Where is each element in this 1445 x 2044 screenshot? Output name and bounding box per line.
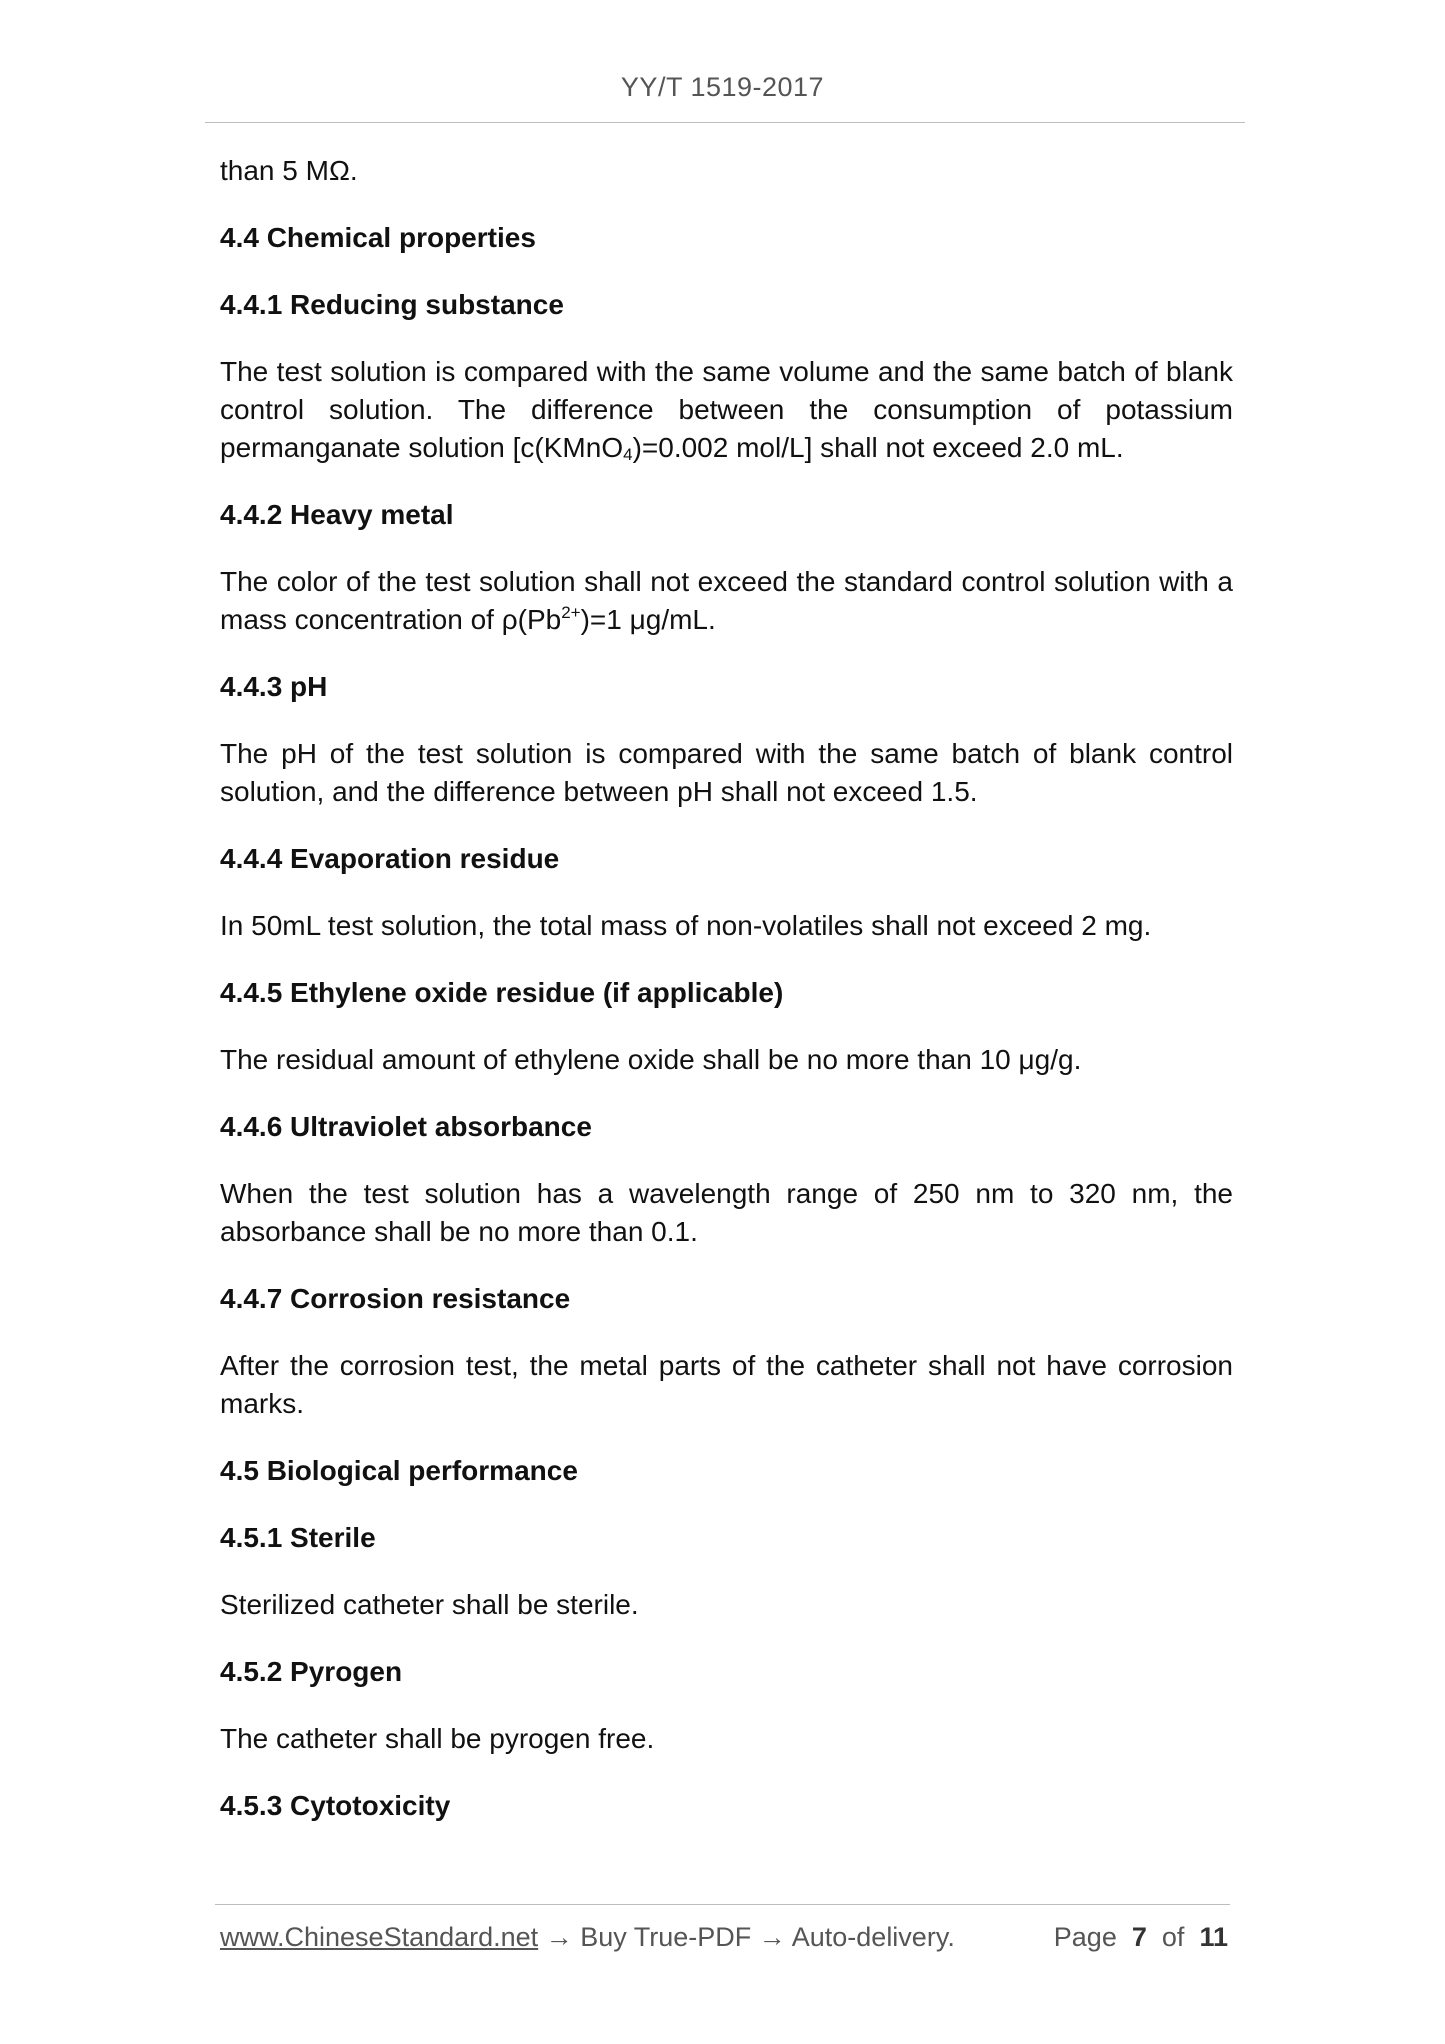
- section-heading-4-5-1: 4.5.1 Sterile: [220, 1522, 376, 1553]
- paragraph-4-4-6: When the test solution has a wavelength range of 250 nm to 320 nm, the absorbance shall be no more than 0.1.: [220, 1178, 1233, 1247]
- page-label: Page: [1053, 1922, 1117, 1952]
- section-heading-4-4: 4.4 Chemical properties: [220, 222, 536, 253]
- subscript-4: 4: [623, 445, 633, 464]
- continuation-text: than 5 MΩ.: [220, 155, 358, 186]
- section-heading-4-4-5: 4.4.5 Ethylene oxide residue (if applicable): [220, 977, 784, 1008]
- section-heading-4-5: 4.5 Biological performance: [220, 1455, 578, 1486]
- paragraph-4-4-5: The residual amount of ethylene oxide shall be no more than 10 μg/g.: [220, 1044, 1082, 1075]
- section-heading-4-4-2: 4.4.2 Heavy metal: [220, 499, 454, 530]
- footer-promo: [220, 1922, 955, 1953]
- of-label: of: [1161, 1922, 1185, 1952]
- header-divider: [205, 122, 1245, 123]
- paragraph-4-4-2-text-b: )=1 μg/mL.: [580, 604, 716, 635]
- paragraph-4-4-2: [220, 563, 1233, 639]
- paragraph-4-4-1-text-a: The test solution is compared with the same volume and the same batch of blank control solution. The difference between the consumption of potassium permanganate solution [c(KMnO: [220, 356, 1233, 463]
- document-body: [220, 152, 1233, 1854]
- superscript-2plus: 2+: [561, 603, 581, 622]
- section-heading-4-4-7: 4.4.7 Corrosion resistance: [220, 1283, 571, 1314]
- paragraph-4-4-3: The pH of the test solution is compared with the same batch of blank control solution, and the difference between pH shall not exceed 1.5.: [220, 738, 1233, 807]
- paragraph-4-5-1: Sterilized catheter shall be sterile.: [220, 1589, 639, 1620]
- page-indicator: [1054, 1922, 1228, 1953]
- paragraph-4-4-4: In 50mL test solution, the total mass of non-volatiles shall not exceed 2 mg.: [220, 910, 1152, 941]
- document-code-header: YY/T 1519-2017: [620, 72, 825, 102]
- section-heading-4-4-6: 4.4.6 Ultraviolet absorbance: [220, 1111, 592, 1142]
- paragraph-4-4-7: After the corrosion test, the metal parts of the catheter shall not have corrosion marks.: [220, 1350, 1233, 1419]
- section-heading-4-5-3: 4.5.3 Cytotoxicity: [220, 1790, 451, 1821]
- paragraph-4-4-1: [220, 353, 1233, 467]
- footer-tagline: → Buy True-PDF → Auto-delivery.: [538, 1922, 955, 1952]
- website-link[interactable]: www.ChineseStandard.net: [220, 1922, 539, 1952]
- footer-divider: [215, 1904, 1230, 1905]
- section-heading-4-5-2: 4.5.2 Pyrogen: [220, 1656, 403, 1687]
- section-heading-4-4-1: 4.4.1 Reducing substance: [220, 289, 564, 320]
- paragraph-4-4-1-text-b: )=0.002 mol/L] shall not exceed 2.0 mL.: [632, 432, 1124, 463]
- paragraph-4-5-2: The catheter shall be pyrogen free.: [220, 1723, 655, 1754]
- total-page-number: 11: [1199, 1922, 1228, 1952]
- paragraph-4-4-2-text-a: The color of the test solution shall not exceed the standard control solution with a mass concentration of ρ(Pb: [220, 566, 1233, 635]
- section-heading-4-4-3: 4.4.3 pH: [220, 671, 328, 702]
- section-heading-4-4-4: 4.4.4 Evaporation residue: [220, 843, 560, 874]
- current-page-number: 7: [1131, 1922, 1147, 1952]
